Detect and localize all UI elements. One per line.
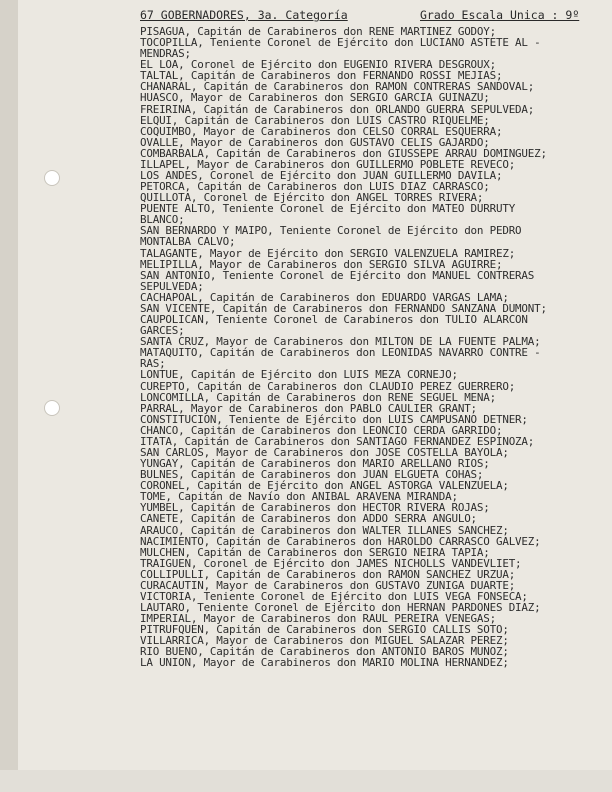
text-line: LONTUE, Capitán de Ejército don LUIS MEZA CORNEJO;	[140, 369, 458, 381]
text-line: LONCOMILLA, Capitán de Carabineros don RENE SEGUEL MENA;	[140, 391, 496, 403]
text-line: CHAÑARAL, Capitán de Carabineros don RAMON CONTRERAS SANDOVAL;	[140, 81, 535, 93]
text-line: CAUPOLICAN, Teniente Coronel de Carabineros don TULIO ALARCON	[140, 314, 528, 326]
text-line: CAÑETE, Capitán de Carabineros don ADDO SERRA ANGULO;	[140, 513, 477, 525]
text-line: TALTAL, Capitán de Carabineros don FERNANDO ROSSI MEJIAS;	[140, 70, 503, 82]
section-title: 67 GOBERNADORES, 3a. Categoría	[140, 8, 348, 22]
text-line: SEPULVEDA;	[140, 280, 204, 292]
text-line: OVALLE, Mayor de Carabineros don GUSTAVO CELIS GAJARDO;	[140, 136, 490, 148]
punch-hole	[44, 400, 60, 416]
text-line: TRAIGUEN, Coronel de Ejército don JAMES NICHOLLS VANDEVLIET;	[140, 557, 522, 569]
text-line: MELIPILLA, Mayor de Carabineros don SERGIO SILVA AGUIRRE;	[140, 258, 503, 270]
text-line: COLLIPULLI, Capitán de Carabineros don RAMON SANCHEZ URZUA;	[140, 568, 516, 580]
text-line: SAN BERNARDO Y MAIPO, Teniente Coronel de Ejército don PEDRO	[140, 225, 522, 237]
text-line: CORONEL, Capitán de Ejército don ANGEL ASTORGA VALENZUELA;	[140, 480, 509, 492]
text-line: MATAQUITO, Capitán de Carabineros don LEONIDAS NAVARRO CONTRE -	[140, 347, 541, 359]
text-line: HUASCO, Mayor de Carabineros don SERGIO GARCIA GUIÑAZU;	[140, 92, 490, 104]
text-line: ARAUCO, Capitán de Carabineros don WALTER ILLANES SANCHEZ;	[140, 524, 509, 536]
text-line: PISAGUA, Capitán de Carabineros don RENE MARTINEZ GODOY;	[140, 26, 496, 38]
text-line: PETORCA, Capitán de Carabineros don LUIS DIAZ CARRASCO;	[140, 181, 490, 193]
text-line: LOS ANDES, Coronel de Ejército don JUAN GUILLERMO DAVILA;	[140, 170, 503, 182]
text-line: ELQUI, Capitán de Carabineros don LUIS CASTRO RIQUELME;	[140, 114, 490, 126]
text-line: GARCES;	[140, 325, 185, 337]
grade-label: Grado Escala Unica : 9º	[420, 8, 580, 22]
text-line: RIO BUENO, Capitán de Carabineros don ANTONIO BAROS MUÑOZ;	[140, 646, 509, 658]
text-line: EL LOA, Coronel de Ejército don EUGENIO RIVERA DESGROUX;	[140, 59, 496, 71]
text-line: FREIRINA, Capitán de Carabineros don ORLANDO GUERRA SEPULVEDA;	[140, 103, 535, 115]
text-line: COQUIMBO, Mayor de Carabineros don CELSO CORRAL ESQUERRA;	[140, 125, 503, 137]
text-line: ILLAPEL, Mayor de Carabineros don GUILLERMO POBLETE REVECO;	[140, 158, 516, 171]
text-line: LA UNION, Mayor de Carabineros don MARIO MOLINA HERNANDEZ;	[140, 657, 509, 669]
text-line: VILLARRICA, Mayor de Carabineros don MIGUEL SALAZAR PEREZ;	[140, 635, 509, 647]
text-line: YUMBEL, Capitán de Carabineros don HECTOR RIVERA ROJAS;	[140, 502, 490, 514]
text-line: PITRUFQUEN, Capitán de Carabineros don SERGIO CALLIS SOTO;	[140, 624, 509, 636]
text-line: PARRAL, Mayor de Carabineros don PABLO CAULIER GRANT;	[140, 402, 477, 414]
text-line: TALAGANTE, Mayor de Ejército don SERGIO VALENZUELA RAMIREZ;	[140, 247, 516, 259]
page-bottom-margin	[0, 770, 612, 792]
text-line: SAN ANTONIO, Teniente Coronel de Ejército don MANUEL CONTRERAS	[140, 269, 535, 281]
text-line: VICTORIA, Teniente Coronel de Ejército don LUIS VEGA FONSECA;	[140, 590, 528, 603]
text-line: ITATA, Capitán de Carabineros don SANTIAGO FERNANDEZ ESPINOZA;	[140, 435, 535, 447]
text-line: MULCHEN, Capitán de Carabineros don SERGIO NEIRA TAPIA;	[140, 546, 490, 558]
text-line: CACHAPOAL, Capitán de Carabineros don EDUARDO VARGAS LAMA;	[140, 291, 509, 303]
text-line: CONSTITUCION, Teniente de Ejército don LUIS CAMPUSANO DETNER;	[140, 413, 528, 425]
text-line: NACIMIENTO, Capitán de Carabineros don HAROLDO CARRASCO GALVEZ;	[140, 535, 541, 547]
text-line: TOCOPILLA, Teniente Coronel de Ejército don LUCIANO ASTETE AL -	[140, 37, 541, 49]
text-line: QUILLOTA, Coronel de Ejército don ANGEL TORRES RIVERA;	[140, 192, 484, 204]
text-line: SAN CARLOS, Mayor de Carabineros don JOSE COSTELLA BAYOLA;	[140, 446, 509, 459]
text-line: CURACAUTIN, Mayor de Carabineros don GUSTAVO ZUÑIGA DUARTE;	[140, 579, 516, 591]
text-line: CHANCO, Capitán de Carabineros don LEONCIO CERDA GARRIDO;	[140, 424, 503, 436]
text-line: RAS;	[140, 358, 166, 370]
text-line: YUNGAY, Capitán de Carabineros don MARIO ARELLANO RIOS;	[140, 458, 490, 470]
text-line: LAUTARO, Teniente Coronel de Ejército don HERNAN PARDONES DIAZ;	[140, 602, 541, 614]
text-line: SAN VICENTE, Capitán de Carabineros don FERNANDO SANZANA DUMONT;	[140, 302, 547, 315]
text-line: SANTA CRUZ, Mayor de Carabineros don MILTON DE LA FUENTE PALMA;	[140, 336, 541, 348]
text-body	[140, 26, 608, 669]
text-line: BULNES, Capitán de Carabineros don JUAN ELGUETA COHAS;	[140, 469, 484, 481]
text-line: PUENTE ALTO, Teniente Coronel de Ejército don MATEO DURRUTY	[140, 203, 516, 215]
text-line: MONTALBA CALVO;	[140, 236, 236, 248]
text-line: COMBARBALA, Capitán de Carabineros don GIUSSEPE ARRAU DOMINGUEZ;	[140, 147, 547, 159]
text-line: CUREPTO, Capitán de Carabineros don CLAUDIO PEREZ GUERRERO;	[140, 380, 516, 392]
text-line: IMPERIAL, Mayor de Carabineros don RAUL PEREIRA VENEGAS;	[140, 613, 496, 625]
text-line: BLANCO;	[140, 214, 185, 226]
punch-hole	[44, 170, 60, 186]
page-header	[140, 8, 604, 22]
text-line: MENDRAS;	[140, 48, 191, 60]
page-left-margin	[0, 0, 18, 792]
text-line: TOME, Capitán de Navío don ANIBAL ARAVENA MIRANDA;	[140, 491, 458, 503]
